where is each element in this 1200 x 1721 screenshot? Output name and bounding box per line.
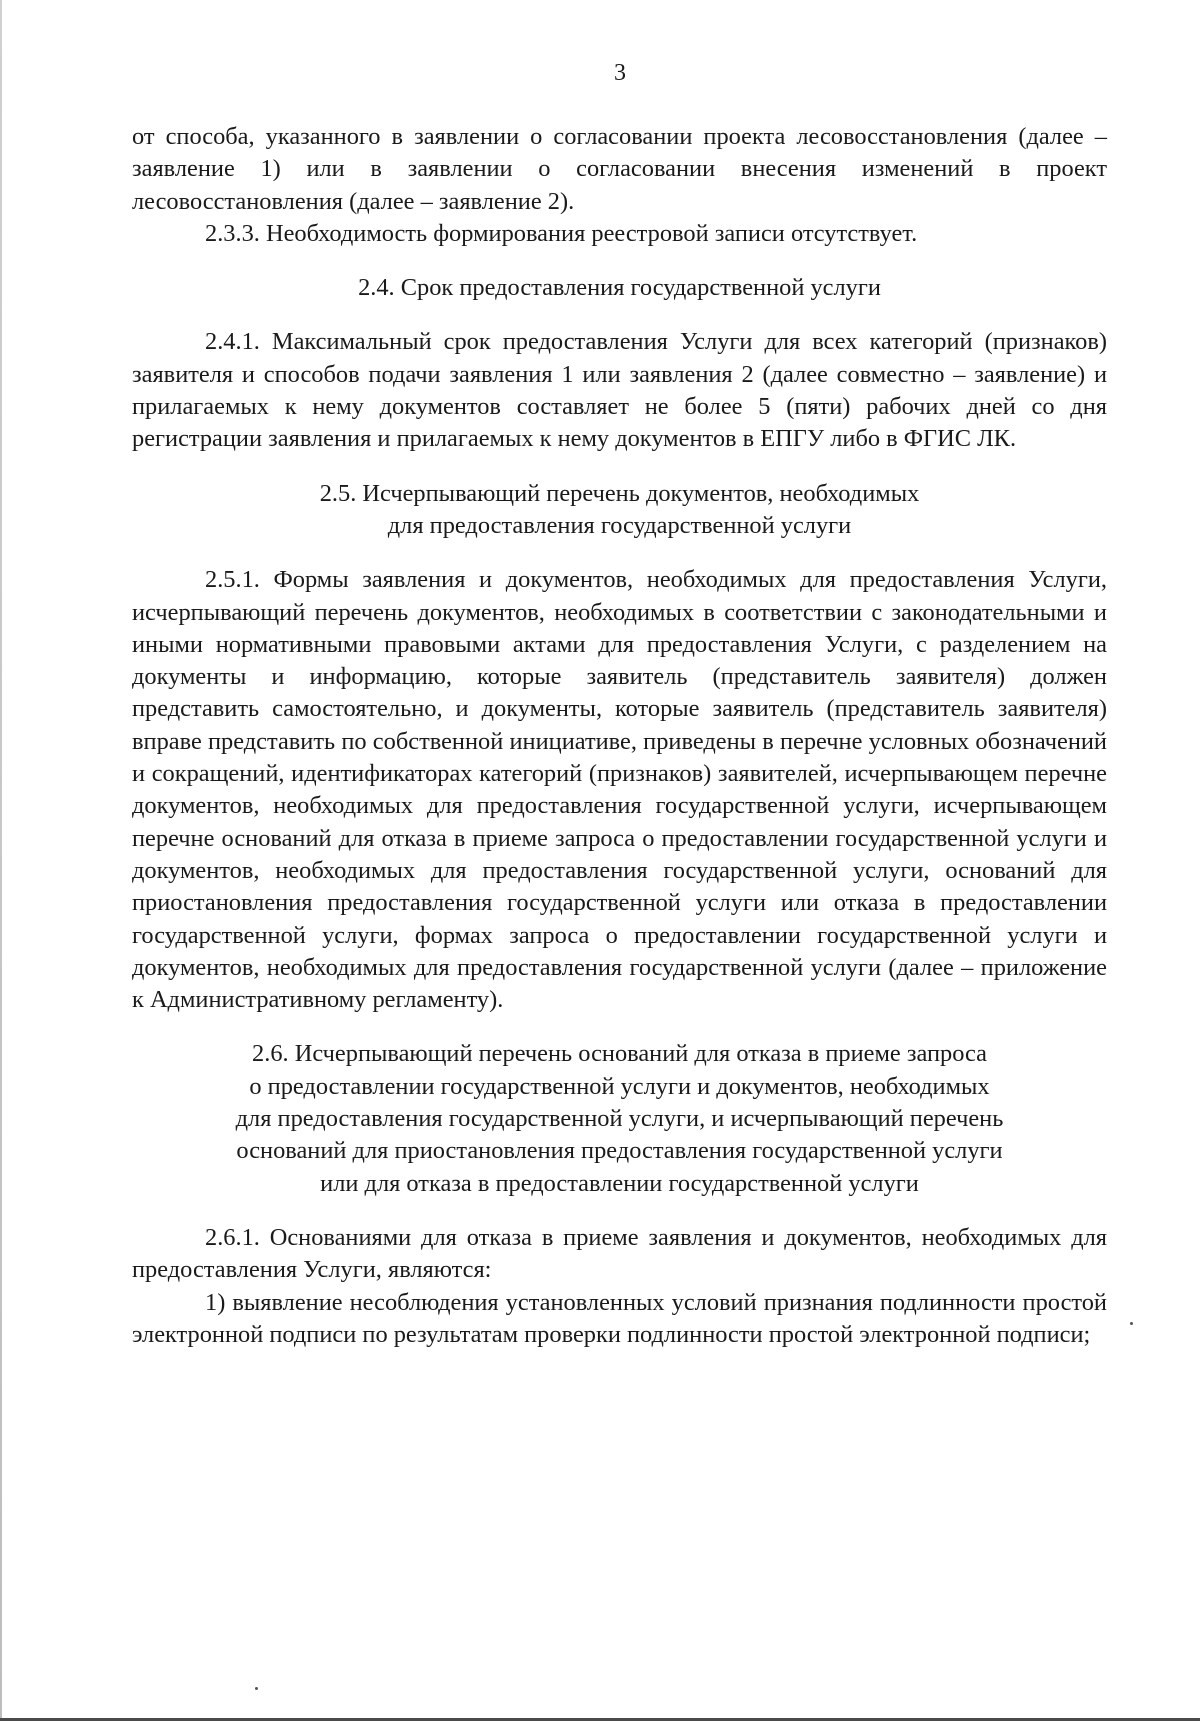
scan-edge-left — [0, 0, 2, 1721]
scan-speck — [255, 1687, 258, 1690]
heading-line: оснований для приостановления предоставления государственной услуги — [236, 1137, 1003, 1165]
paragraph-2-5-1: 2.5.1. Формы заявления и документов, необходимых для предоставления Услуги, исчерпывающий перечень документов, необходимых в соответствии с законодательными и иными нормативными правовыми актами для предоставления Услуги, с разделением на документы и информацию, которые заявитель (представитель заявителя) должен представить самостоятельно, и документы, которые заявитель (представитель заявителя) вправе представить по собственной инициативе, приведены в перечне условных обозначений и сокращений, идентификаторах категорий (признаков) заявителей, исчерпывающем перечне документов, необходимых для предоставления государственной услуги, исчерпывающем перечне оснований для отказа в приеме запроса о предоставлении государственной услуги и документов, необходимых для предоставления государственной услуги, оснований для приостановления предоставления государственной услуги или отказа в предоставлении государственной услуги, формах запроса о предоставлении государственной услуги и документов, необходимых для предоставления государственной услуги (далее – приложение к Административному регламенту). — [132, 566, 1107, 1014]
page-number: 3 — [614, 60, 626, 86]
heading-line: 2.6. Исчерпывающий перечень оснований для отказа в приеме запроса — [252, 1040, 987, 1068]
document-body — [132, 121, 1107, 1351]
heading-line: для предоставления государственной услуги, и исчерпывающий перечень — [235, 1105, 1004, 1133]
scan-speck — [1130, 1322, 1133, 1325]
paragraph-2-4-1: 2.4.1. Максимальный срок предоставления Услуги для всех категорий (признаков) заявителя и способов подачи заявления 1 или заявления 2 (далее совместно – заявление) и прилагаемых к нему документов составляет не более 5 (пяти) рабочих дней со дня регистрации заявления и прилагаемых к нему документов в ЕПГУ либо в ФГИС ЛК. — [132, 328, 1107, 453]
section-heading-2-4: 2.4. Срок предоставления государственной услуги — [358, 274, 881, 302]
paragraph-2-3-3: 2.3.3. Необходимость формирования реестровой записи отсутствует. — [205, 219, 918, 247]
heading-line: или для отказа в предоставлении государственной услуги — [320, 1169, 919, 1197]
list-item-1: 1) выявление несоблюдения установленных условий признания подлинности простой электронной подписи по результатам проверки подлинности простой электронной подписи; — [132, 1288, 1107, 1348]
heading-line: о предоставлении государственной услуги и документов, необходимых — [249, 1072, 990, 1100]
section-heading-2-5 — [132, 478, 1107, 543]
heading-line: 2.5. Исчерпывающий перечень документов, необходимых — [319, 479, 920, 507]
paragraph-2-6-1: 2.6.1. Основаниями для отказа в приеме заявления и документов, необходимых для предоставления Услуги, являются: — [132, 1223, 1107, 1284]
section-heading-2-6 — [132, 1038, 1107, 1199]
heading-line: для предоставления государственной услуги — [387, 511, 852, 539]
paragraph-continuation: от способа, указанного в заявлении о согласовании проекта лесовосстановления (далее – заявление 1) или в заявлении о согласовании внесения изменений в проект лесовосстановления (далее – заявление 2). — [132, 123, 1107, 215]
